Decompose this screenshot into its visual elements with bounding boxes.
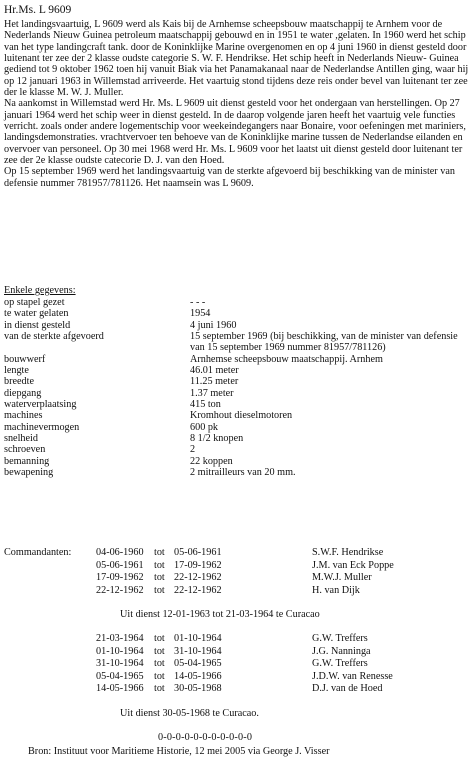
spec-value: 11.25 meter <box>190 376 239 388</box>
spec-value: 4 juni 1960 <box>190 319 237 331</box>
commander-from: 31-10-1964 <box>96 658 144 669</box>
commander-name: S.W.F. Hendrikse <box>312 547 384 558</box>
tot-word: tot <box>154 683 165 694</box>
out-of-service-note: Uit dienst 12-01-1963 tot 21-03-1964 te Curacao <box>120 609 320 620</box>
spec-row <box>4 354 472 365</box>
commander-row <box>4 560 472 572</box>
commander-to: 17-09-1962 <box>174 559 222 571</box>
commander-from: 21-03-1964 <box>96 633 144 644</box>
tot-word: tot <box>154 658 165 669</box>
commander-from: 05-06-1961 <box>96 559 144 571</box>
spec-row <box>4 399 472 410</box>
commander-name: D.J. van de Hoed <box>312 683 383 694</box>
commander-row <box>4 646 472 658</box>
out-of-service-note: Uit dienst 30-05-1968 te Curacao. <box>120 708 259 719</box>
commander-name: G.W. Treffers <box>312 633 368 644</box>
spec-row <box>4 410 472 421</box>
commander-name: J.M. van Eck Poppe <box>312 559 394 571</box>
history-paragraph-1: Het landingsvaartuig, L 9609 werd als Kais bij de Arnhemse scheepsbouw maatschappij te Arnhem voor de Nederlands Nieuw Guinea petroleum maatschappij gebouwd en in 1951 te water ,gelaten. In 1960 werd het schip van het type landingcraft tank. door de Koninklijke Marine overgenomen en op 4 juni 1960 in dienst gesteld door luitenant ter zee der 2 klasse oudste categorie S. W. F. Hendrikse. Het schip heeft in Nederlands Nieuw- Guinea gediend tot 9 oktober 1962 toen hij vanuit Biak via het Panamakanaal naar de Nederlandse Antillen ging, waar hij op 12 januari 1963 in Willemstad arriveerde. Het vaartuig stond tijdens deze reis onder bevel van luitenant ter zee der le klasse M. W. J. Muller. <box>4 19 469 99</box>
commander-to: 01-10-1964 <box>174 633 222 644</box>
tot-word: tot <box>154 645 165 657</box>
commander-from: 22-12-1962 <box>96 584 144 596</box>
spec-label: in dienst gesteld <box>4 319 71 331</box>
commander-from: 05-04-1965 <box>96 670 144 682</box>
spec-label: machines <box>4 410 43 422</box>
spec-label: snelheid <box>4 433 38 445</box>
commander-name: M.W.J. Muller <box>312 572 372 583</box>
spec-value: - - - <box>190 297 206 308</box>
spec-value: 2 mitrailleurs van 20 mm. <box>190 467 296 479</box>
commander-row <box>4 547 472 559</box>
spec-label: breedte <box>4 376 34 388</box>
spec-row <box>4 331 472 354</box>
spec-row <box>4 308 472 319</box>
commander-to: 30-05-1968 <box>174 683 222 694</box>
spec-label: van de sterkte afgevoerd <box>4 331 104 343</box>
spec-label: te water gelaten <box>4 308 69 320</box>
spec-row <box>4 456 472 467</box>
spec-row <box>4 422 472 433</box>
spec-label: diepgang <box>4 387 42 399</box>
spec-row <box>4 297 472 308</box>
tot-word: tot <box>154 559 165 571</box>
commander-to: 22-12-1962 <box>174 572 222 583</box>
commander-name: J.G. Nanninga <box>312 645 371 657</box>
spec-value: 1954 <box>190 308 211 320</box>
commander-to: 05-04-1965 <box>174 658 222 669</box>
spec-value: 15 september 1969 (bij beschikking, van de minister van defensie van 15 september 1969 nummer 81957/781126) <box>190 331 458 354</box>
document-title: Hr.Ms. L 9609 <box>4 4 72 16</box>
spec-label: bemanning <box>4 455 50 467</box>
commander-row <box>4 585 472 597</box>
tot-word: tot <box>154 633 165 644</box>
spec-row <box>4 365 472 376</box>
spec-label: bewapening <box>4 467 54 479</box>
history-paragraph-2: Na aankomst in Willemstad werd Hr. Ms. L 9609 uit dienst gesteld voor het ondergaan van herstellingen. Op 27 januari 1964 werd het schip weer in dienst gesteld. In de daarop volgende jaren heeft het vaartuig vele functies verricht. zoals onder andere logementschip voor weekeindegangers naar Bonaire, voor oefeningen met mariniers, landingsdemonstraties. vrachtvervoer ten behoeve van de Koninklijke marine tussen de Nederlandse eilanden en overvoer van personeel. Op 30 mei 1968 werd Hr. Ms. L 9609 voor het laatst uit dienst gesteld door luitenant ter zee der 2e klasse oudste catecorie D. J. van den Hoed. <box>4 98 466 167</box>
spec-row <box>4 444 472 455</box>
tot-word: tot <box>154 547 165 558</box>
commander-from: 01-10-1964 <box>96 645 144 657</box>
tot-word: tot <box>154 572 165 583</box>
commander-to: 31-10-1964 <box>174 645 222 657</box>
spec-row <box>4 467 472 478</box>
tot-word: tot <box>154 670 165 682</box>
commander-from: 14-05-1966 <box>96 683 144 694</box>
spec-value: 2 <box>190 444 196 456</box>
spec-value: Arnhemse scheepsbouw maatschappij. Arnhem <box>190 353 383 365</box>
spec-label: schroeven <box>4 444 46 456</box>
commander-from: 17-09-1962 <box>96 572 144 583</box>
spec-label: lengte <box>4 365 29 377</box>
commander-row <box>4 572 472 584</box>
spec-value: 415 ton <box>190 399 221 411</box>
commander-row <box>4 658 472 670</box>
specs-table <box>4 297 472 479</box>
spec-label: machinevermogen <box>4 421 80 433</box>
spec-label: waterverplaatsing <box>4 399 77 411</box>
specs-heading: Enkele gegevens: <box>4 285 76 296</box>
spec-row <box>4 320 472 331</box>
commander-to: 14-05-1966 <box>174 670 222 682</box>
spec-value: 1.37 meter <box>190 387 234 399</box>
spec-value: 600 pk <box>190 421 219 433</box>
commander-to: 22-12-1962 <box>174 584 222 596</box>
section-divider: 0-0-0-0-0-0-0-0-0-0-0 <box>158 732 253 743</box>
commander-name: G.W. Treffers <box>312 658 368 669</box>
spec-value: 46.01 meter <box>190 365 239 377</box>
tot-word: tot <box>154 584 165 596</box>
spec-label: bouwwerf <box>4 353 46 365</box>
spec-label: op stapel gezet <box>4 297 65 308</box>
spec-value: Kromhout dieselmotoren <box>190 410 293 422</box>
commanders-label: Commandanten: <box>4 547 72 558</box>
spec-value: 8 1/2 knopen <box>190 433 244 445</box>
history-paragraph-3: Op 15 september 1969 werd het landingsvaartuig van de sterkte afgevoerd bij beschikking van de minister van defensie nummer 781957/781126. Het naamsein was L 9609. <box>4 166 455 189</box>
spec-row <box>4 376 472 387</box>
commander-row <box>4 671 472 683</box>
history-text <box>4 19 472 189</box>
spec-value: 22 koppen <box>190 455 233 467</box>
source-citation: Bron: Instituut voor Maritieme Historie, 12 mei 2005 via George J. Visser <box>28 746 330 757</box>
commander-to: 05-06-1961 <box>174 547 222 558</box>
commander-name: J.D.W. van Renesse <box>312 670 393 682</box>
spec-row <box>4 388 472 399</box>
commander-from: 04-06-1960 <box>96 547 144 558</box>
spec-row <box>4 433 472 444</box>
commander-row <box>4 633 472 645</box>
commander-row <box>4 683 472 695</box>
commander-name: H. van Dijk <box>312 584 360 596</box>
